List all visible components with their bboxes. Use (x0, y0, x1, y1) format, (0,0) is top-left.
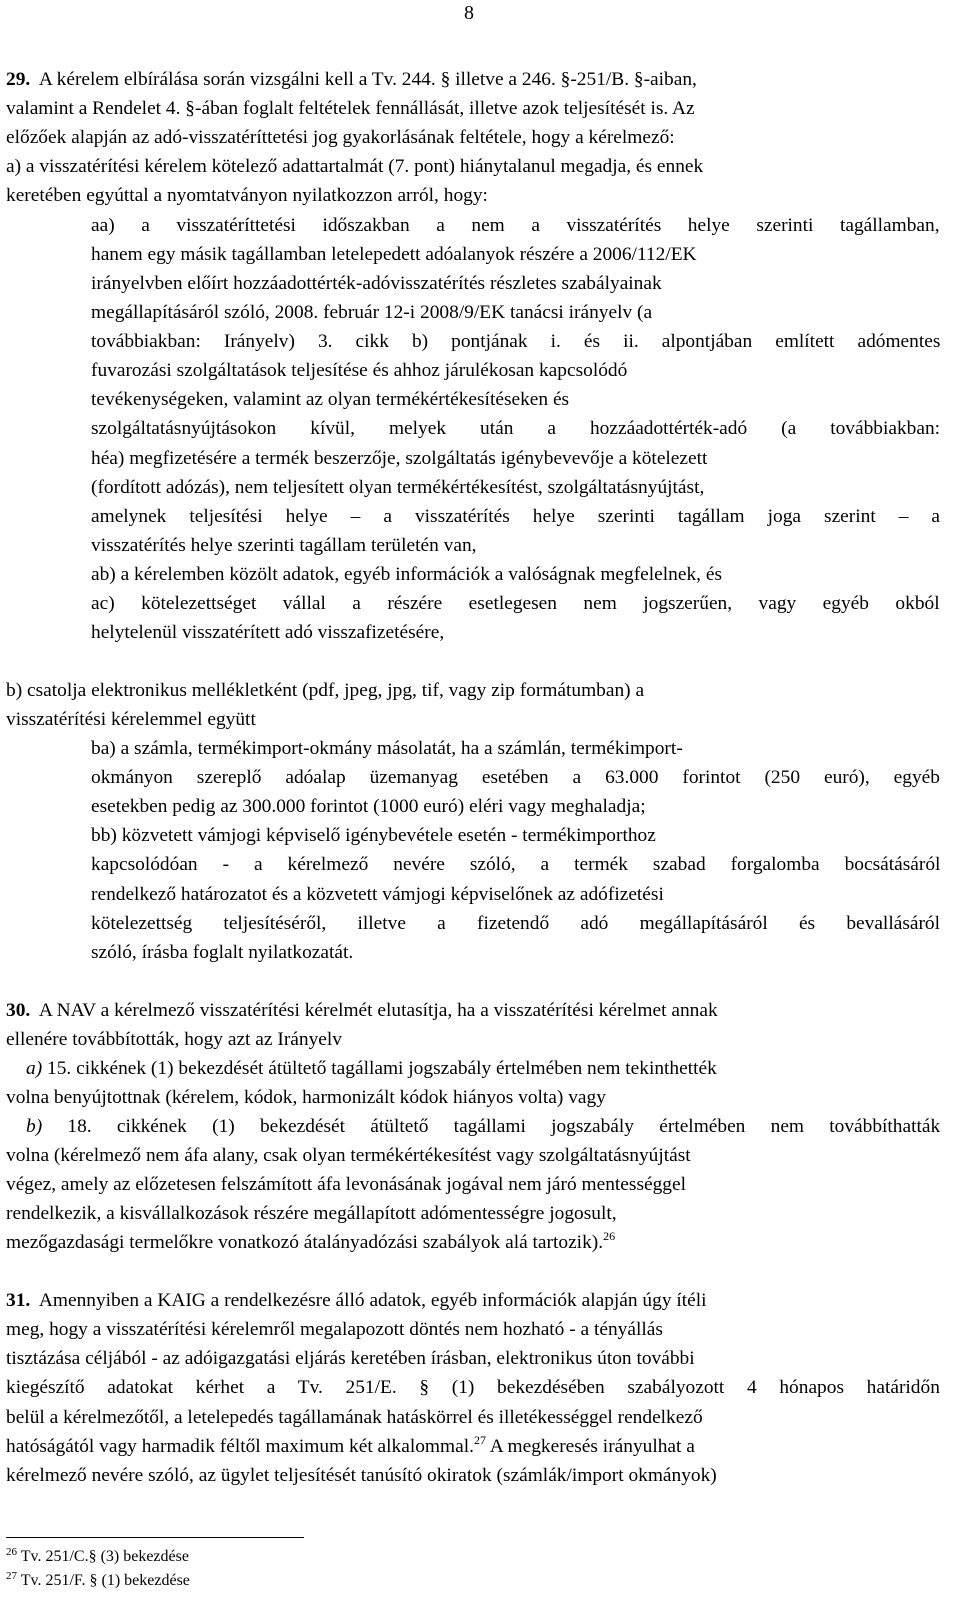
section-29-text: A kérelem elbírálása során vizsgálni kell a Tv. 244. § illetve a 246. §-251/B. §-aiban, (38, 69, 697, 90)
section-30-line-1 (6, 1001, 718, 1020)
footnote-27-text: Tv. 251/F. § (1) bekezdése (20, 1572, 190, 1589)
item-b-line-1: b) csatolja elektronikus mellékletként (pdf, jpeg, jpg, tif, vagy zip formátumban) a (6, 680, 645, 701)
item-30a-label: a) (26, 1058, 43, 1079)
item-aa-line-6: fuvarozási szolgáltatások teljesítése és ahhoz járulékosan kapcsolódó (91, 360, 628, 381)
item-30b-line-2: volna (kérelmező nem áfa alany, csak olyan termékértékesítést vagy szolgáltatásnyújtást (6, 1145, 691, 1166)
item-bb-line-2: kapcsolódóan - a kérelmező nevére szóló, a termék szabad forgalomba bocsátásáról (91, 854, 941, 875)
item-30a-text: 15. cikkének (1) bekezdését átültető tagállami jogszabály értelmében nem tekinthették (47, 1058, 717, 1079)
section-31-line-6 (6, 1432, 695, 1457)
item-aa-line-11: amelynek teljesítési helye – a visszatérítés helye szerinti tagállam joga szerint – a (91, 506, 941, 527)
section-31-line-1 (6, 1291, 707, 1310)
item-aa-line-9: héa) megfizetésére a termék beszerzője, szolgáltatás igénybevevője a kötelezett (91, 448, 708, 469)
item-30b-line-5 (6, 1228, 616, 1253)
item-b-line-2: visszatérítési kérelemmel együtt (6, 709, 256, 730)
section-29-number: 29. (6, 69, 31, 90)
footnote-27 (6, 1569, 190, 1590)
section-30-text: A NAV a kérelmező visszatérítési kérelmét elutasítja, ha a visszatérítési kérelmet annak (38, 1000, 718, 1021)
item-30b-label: b) (26, 1116, 43, 1137)
document-page (6, 0, 940, 1597)
item-30b-line-5-text: mezőgazdasági termelőkre vonatkozó átalányadózási szabályok alá tartozik). (6, 1232, 604, 1253)
footnote-26-text: Tv. 251/C.§ (3) bekezdése (20, 1548, 189, 1565)
item-aa-line-7: tevékenységeken, valamint az olyan termékértékesítéseken és (91, 389, 570, 410)
item-30b-line-3: végez, amely az előzetesen felszámított áfa levonásának jogával nem járó mentességgel (6, 1174, 686, 1195)
section-30-line-2: ellenére továbbították, hogy azt az Irányelv (6, 1029, 342, 1050)
footnote-divider (6, 1537, 304, 1538)
footnote-ref-26[interactable]: 26 (603, 1228, 616, 1243)
section-31-line-7: kérelmező nevére szóló, az ügylet teljesítését tanúsító okiratok (számlák/import okmányok) (6, 1465, 717, 1486)
item-aa-line-5: továbbiakban: Irányelv) 3. cikk b) pontjának i. és ii. alpontjában említett adómentes (91, 331, 941, 352)
item-ba-line-1: ba) a számla, termékimport-okmány másolatát, ha a számlán, termékimport- (91, 738, 683, 759)
footnote-26 (6, 1545, 189, 1566)
item-ba-line-2: okmányon szereplő adóalap üzemanyag esetében a 63.000 forintot (250 euró), egyéb (91, 767, 940, 788)
item-a-line-2: keretében egyúttal a nyomtatványon nyilatkozzon arról, hogy: (6, 185, 488, 206)
item-aa-line-12: visszatérítés helye szerinti tagállam területén van, (91, 535, 477, 556)
item-ac-line-2: helytelenül visszatérített adó visszafizetésére, (91, 622, 445, 643)
item-bb-line-4: kötelezettség teljesítéséről, illetve a fizetendő adó megállapításáról és bevallásáról (91, 913, 941, 934)
section-31-number: 31. (6, 1290, 31, 1311)
item-a-line-1: a) a visszatérítési kérelem kötelező adattartalmát (7. pont) hiánytalanul megadja, és ennek (6, 156, 704, 177)
section-31-line-3: tisztázása céljából - az adóigazgatási eljárás keretében írásban, elektronikus úton további (6, 1348, 695, 1369)
footnote-27-number: 27 (6, 1569, 17, 1582)
footnote-26-number: 26 (6, 1545, 17, 1558)
item-ac-line-1: ac) kötelezettséget vállal a részére esetlegesen nem jogszerűen, vagy egyéb okból (91, 593, 940, 614)
section-31-line-4: kiegészítő adatokat kérhet a Tv. 251/E. § (1) bekezdésében szabályozott 4 hónapos határidőn (6, 1377, 940, 1398)
page-number: 8 (464, 2, 474, 24)
item-ab-line-1: ab) a kérelemben közölt adatok, egyéb információk a valóságnak megfelelnek, és (91, 564, 723, 585)
item-bb-line-3: rendelkező határozatot és a közvetett vámjogi képviselőnek az adófizetési (91, 884, 664, 905)
section-30-number: 30. (6, 1000, 31, 1021)
section-31-line-2: meg, hogy a visszatérítési kérelemről megalapozott döntés nem hozható - a tényállás (6, 1319, 663, 1340)
item-30b-line-4: rendelkezik, a kisvállalkozások részére megállapított adómentességre jogosult, (6, 1203, 617, 1224)
item-bb-line-1: bb) közvetett vámjogi képviselő igénybevétele esetén - termékimporthoz (91, 825, 656, 846)
item-aa-line-10: (fordított adózás), nem teljesített olyan termékértékesítést, szolgáltatásnyújtást, (91, 477, 705, 498)
item-aa-line-2: hanem egy másik tagállamban letelepedett adóalanyok részére a 2006/112/EK (91, 244, 697, 265)
item-aa-line-1: aa) a visszatéríttetési időszakban a nem a visszatérítés helye szerinti tagállamban, (91, 215, 940, 236)
item-aa-line-3: irányelvben előírt hozzáadottérték-adóvisszatérítés részletes szabályainak (91, 273, 662, 294)
item-aa-line-4: megállapításáról szóló, 2008. február 12-i 2008/9/EK tanácsi irányelv (a (91, 302, 653, 323)
item-30a-line-1 (26, 1059, 717, 1078)
section-31-line-6-part-2: A megkeresés irányulhat a (489, 1436, 695, 1457)
section-31-text: Amennyiben a KAIG a rendelkezésre álló adatok, egyéb információk alapján úgy ítéli (38, 1290, 707, 1311)
item-ba-line-3: esetekben pedig az 300.000 forintot (1000 euró) eléri vagy meghaladja; (91, 796, 646, 817)
item-aa-line-8: szolgáltatásnyújtásokon kívül, melyek után a hozzáadottérték-adó (a továbbiakban: (91, 418, 941, 439)
section-31-line-5: belül a kérelmezőtől, a letelepedés tagállamának hatáskörrel és illetékességgel rendelkező (6, 1407, 703, 1428)
section-29-line-2: valamint a Rendelet 4. §-ában foglalt feltételek fennállását, illetve azok teljesítését is. Az (6, 98, 695, 119)
item-30b-text: 18. cikkének (1) bekezdését átültető tagállami jogszabály értelmében nem továbbíthatták (67, 1116, 941, 1137)
item-bb-line-5: szóló, írásba foglalt nyilatkozatát. (91, 942, 354, 963)
item-30a-line-2: volna benyújtottnak (kérelem, kódok, harmonizált kódok hiányos volta) vagy (6, 1087, 606, 1108)
section-31-line-6-part-1: hatóságától vagy harmadik féltől maximum két alkalommal. (6, 1436, 474, 1457)
footnote-ref-27[interactable]: 27 (473, 1432, 486, 1447)
item-30b-line-1 (26, 1117, 940, 1136)
section-29-line-3: előzőek alapján az adó-visszatéríttetési jog gyakorlásának feltétele, hogy a kérelmező: (6, 127, 675, 148)
section-29-line-1 (6, 70, 697, 89)
